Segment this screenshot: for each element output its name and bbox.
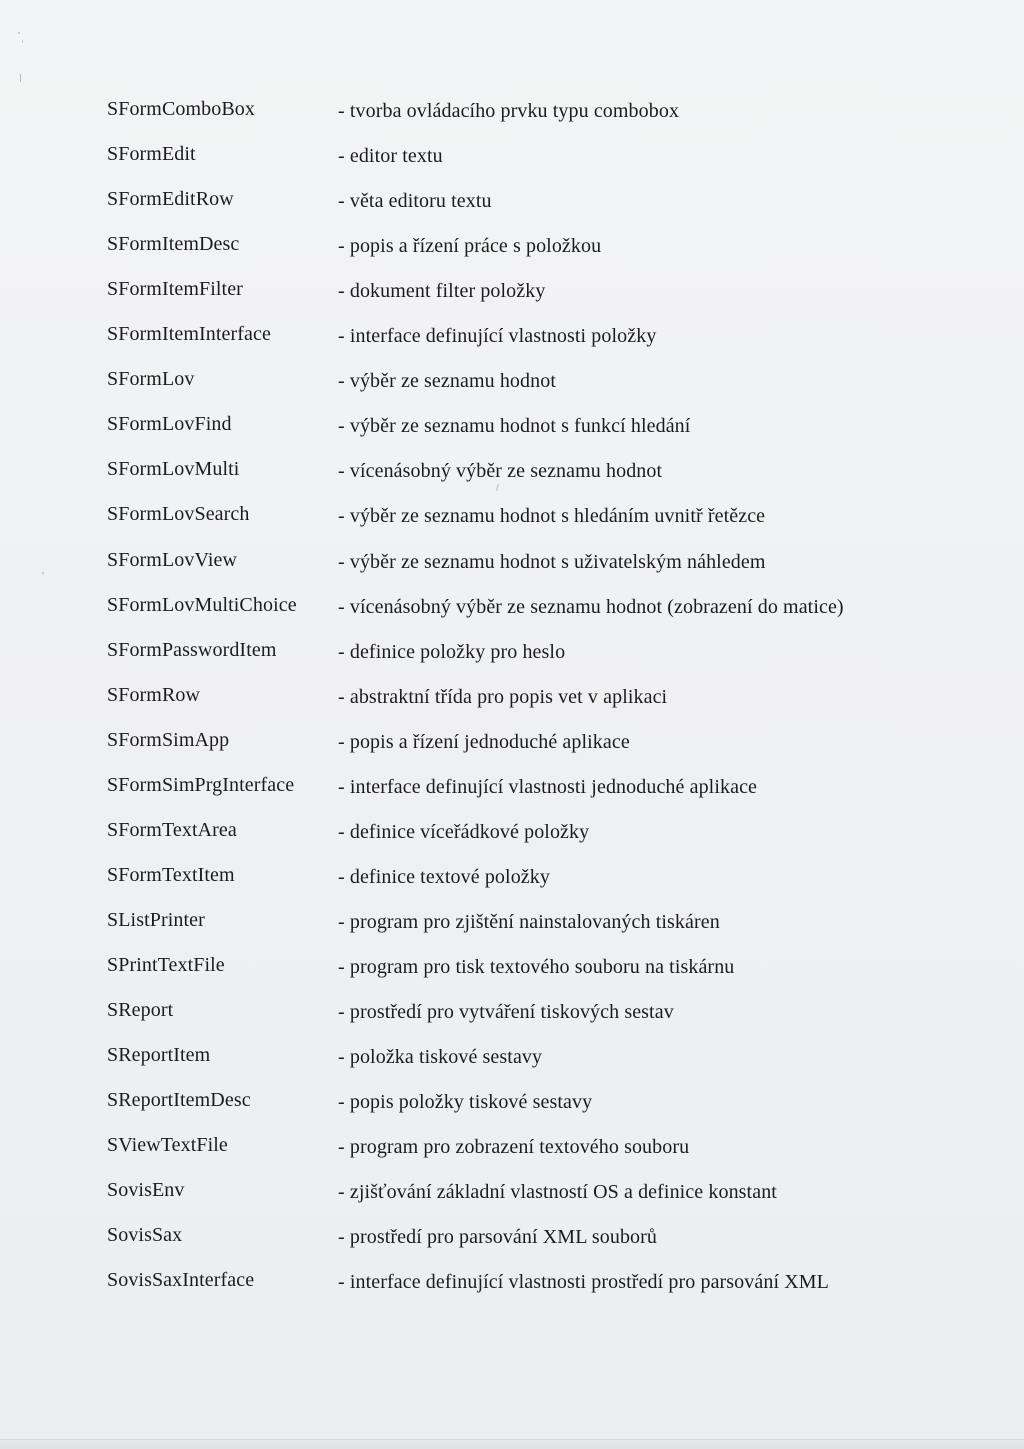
list-row <box>0 277 1024 317</box>
list-row <box>0 187 1024 227</box>
class-description: - definice víceřádkové položky <box>338 821 590 843</box>
class-name: SFormTextItem <box>107 864 235 886</box>
list-row <box>0 638 1024 678</box>
class-description: - definice textové položky <box>338 866 550 888</box>
class-name: SFormLovMultiChoice <box>107 594 297 616</box>
list-row <box>0 773 1024 813</box>
list-row <box>0 142 1024 182</box>
class-name: SFormLovFind <box>107 413 232 435</box>
class-description: - výběr ze seznamu hodnot s hledáním uvnitř řetězce <box>338 505 766 527</box>
class-name: SFormLovMulti <box>107 458 240 480</box>
class-description: - výběr ze seznamu hodnot <box>338 370 556 392</box>
class-description: - vícenásobný výběr ze seznamu hodnot <box>338 460 663 482</box>
class-description: - výběr ze seznamu hodnot s funkcí hledání <box>338 415 691 437</box>
class-description: - popis a řízení jednoduché aplikace <box>338 731 630 753</box>
class-name: SFormLovView <box>107 549 237 571</box>
list-row <box>0 593 1024 633</box>
class-name: SReport <box>107 999 174 1021</box>
class-description: - popis a řízení práce s položkou <box>338 235 602 257</box>
class-name: SPrintTextFile <box>107 954 225 976</box>
list-row <box>0 683 1024 723</box>
class-name: SFormItemInterface <box>107 323 271 345</box>
class-name: SReportItem <box>107 1044 211 1066</box>
class-description: - dokument filter položky <box>338 280 546 302</box>
list-row <box>0 502 1024 542</box>
list-row <box>0 728 1024 768</box>
class-description: - věta editoru textu <box>338 190 492 212</box>
list-row <box>0 1268 1024 1308</box>
class-name: SReportItemDesc <box>107 1089 251 1111</box>
list-row <box>0 232 1024 272</box>
class-name: SovisSaxInterface <box>107 1269 255 1291</box>
class-name: SViewTextFile <box>107 1134 228 1156</box>
list-row <box>0 1088 1024 1128</box>
list-row <box>0 1043 1024 1083</box>
class-description: - zjišťování základní vlastností OS a definice konstant <box>338 1181 777 1203</box>
class-name: SFormLovSearch <box>107 503 250 525</box>
class-name: SFormPasswordItem <box>107 639 277 661</box>
class-description: - editor textu <box>338 145 443 167</box>
list-row <box>0 1178 1024 1218</box>
class-description: - popis položky tiskové sestavy <box>338 1091 593 1113</box>
list-row <box>0 953 1024 993</box>
class-description: - program pro zobrazení textového souboru <box>338 1136 690 1158</box>
class-description: - definice položky pro heslo <box>338 641 566 663</box>
list-row <box>0 412 1024 452</box>
class-description: - interface definující vlastnosti prostředí pro parsování XML <box>338 1271 829 1293</box>
class-name: SovisSax <box>107 1224 183 1246</box>
list-row <box>0 548 1024 588</box>
class-name: SFormComboBox <box>107 98 255 120</box>
list-row <box>0 97 1024 137</box>
class-description: - prostředí pro parsování XML souborů <box>338 1226 658 1248</box>
list-row <box>0 1223 1024 1263</box>
class-description: - položka tiskové sestavy <box>338 1046 543 1068</box>
class-description: - vícenásobný výběr ze seznamu hodnot (zobrazení do matice) <box>338 596 844 618</box>
class-name: SFormTextArea <box>107 819 237 841</box>
class-name: SFormSimApp <box>107 729 230 751</box>
class-name: SovisEnv <box>107 1179 185 1201</box>
class-name: SFormItemDesc <box>107 233 240 255</box>
class-name: SListPrinter <box>107 909 205 931</box>
class-name: SFormLov <box>107 368 195 390</box>
list-row <box>0 998 1024 1038</box>
list-row <box>0 1133 1024 1173</box>
list-row <box>0 322 1024 362</box>
class-description: - program pro tisk textového souboru na tiskárnu <box>338 956 735 978</box>
list-row <box>0 367 1024 407</box>
class-description: - prostředí pro vytváření tiskových sestav <box>338 1001 674 1023</box>
class-description: - interface definující vlastnosti položky <box>338 325 657 347</box>
list-row <box>0 908 1024 948</box>
class-name: SFormEdit <box>107 143 196 165</box>
class-name: SFormItemFilter <box>107 278 243 300</box>
class-description: - tvorba ovládacího prvku typu combobox <box>338 100 680 122</box>
list-row <box>0 818 1024 858</box>
class-name: SFormSimPrgInterface <box>107 774 295 796</box>
class-name: SFormRow <box>107 684 201 706</box>
class-description: - abstraktní třída pro popis vet v aplikaci <box>338 686 668 708</box>
class-description: - program pro zjištění nainstalovaných tiskáren <box>338 911 720 933</box>
class-name: SFormEditRow <box>107 188 234 210</box>
class-description: - výběr ze seznamu hodnot s uživatelským náhledem <box>338 551 766 573</box>
list-row <box>0 457 1024 497</box>
class-description: - interface definující vlastnosti jednoduché aplikace <box>338 776 758 798</box>
list-row <box>0 863 1024 903</box>
